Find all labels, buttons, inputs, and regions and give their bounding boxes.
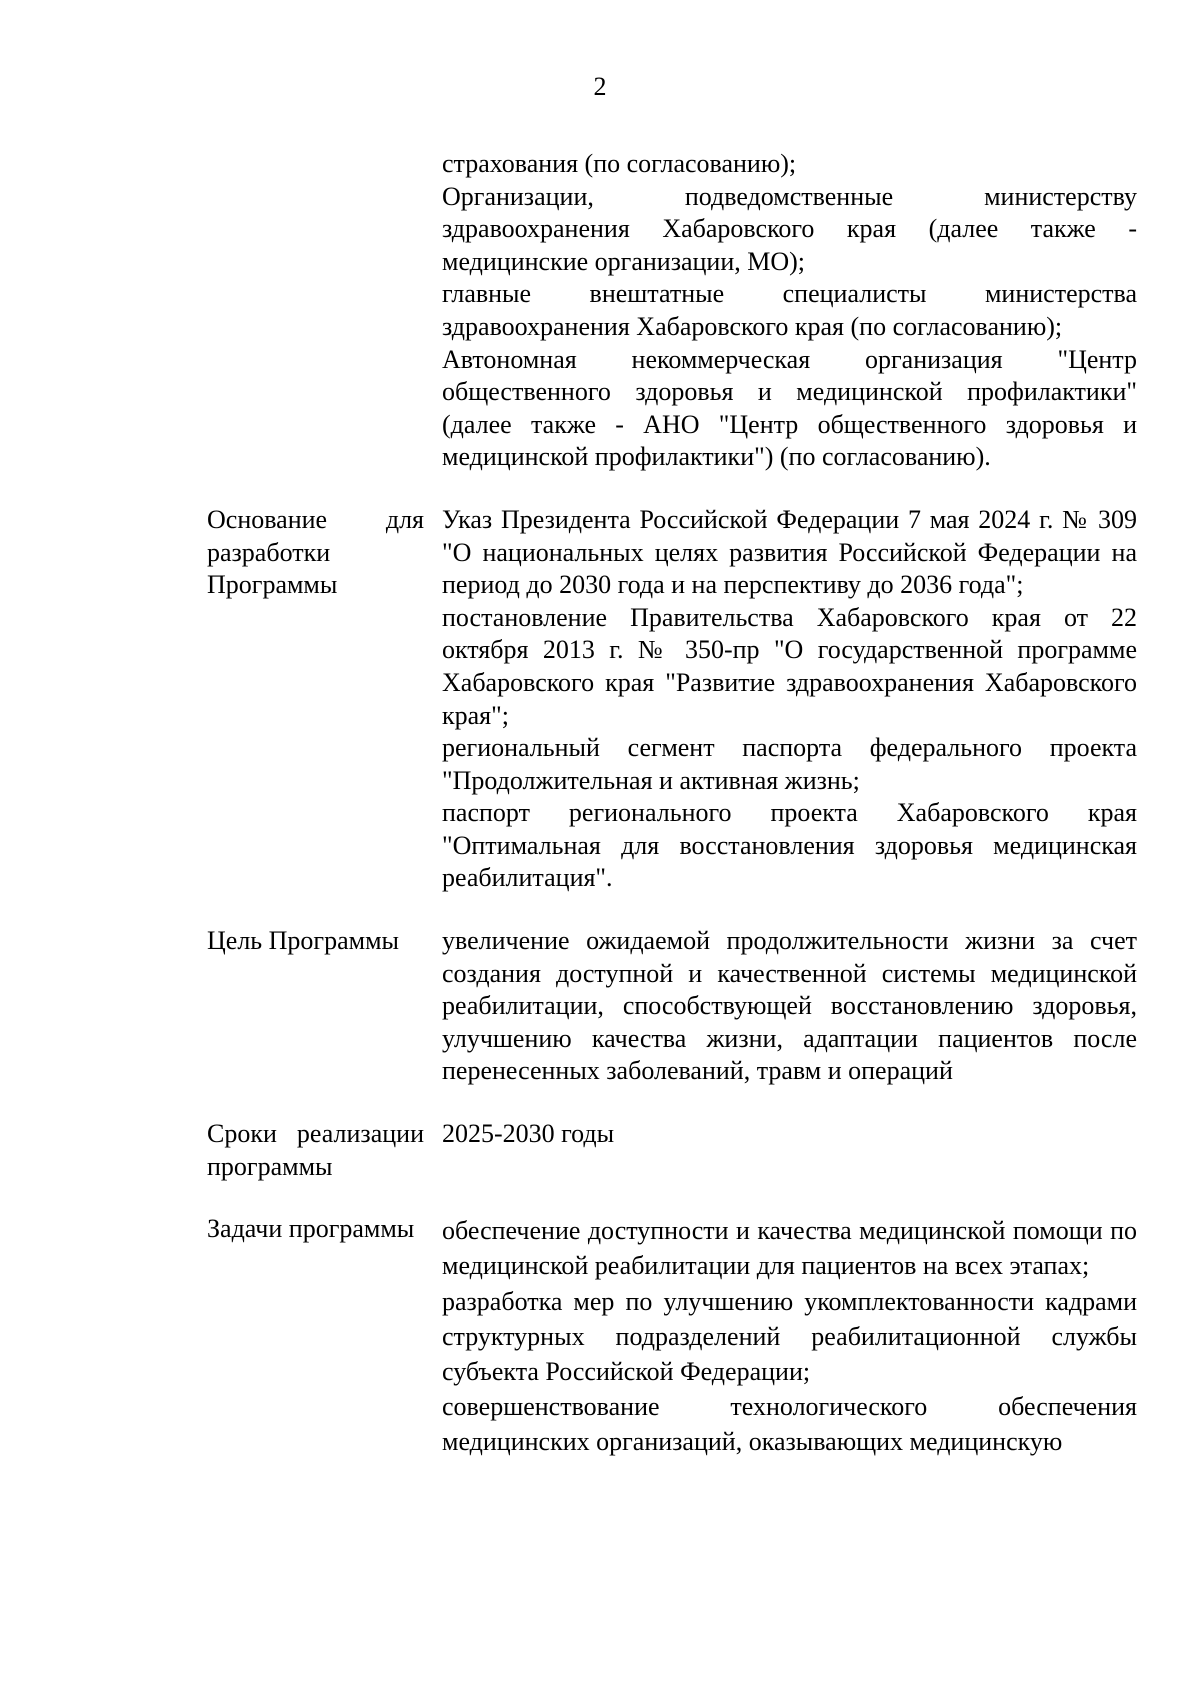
row-value bbox=[442, 148, 1137, 474]
passport-table bbox=[207, 148, 1137, 1490]
page-number: 2 bbox=[593, 72, 607, 101]
table-row-terms bbox=[207, 1118, 1137, 1183]
row-value bbox=[442, 1213, 1137, 1459]
row-value bbox=[442, 925, 1137, 1088]
paragraph: увеличение ожидаемой продолжительности жизни за счет создания доступной и качественной системы медицинской реабилитации, способствующей восстановлению здоровья, улучшению качества жизни, адаптации пациентов после перенесенных заболеваний, травм и операций bbox=[442, 926, 1137, 1086]
table-row-participants bbox=[207, 148, 1137, 474]
table-row-basis bbox=[207, 504, 1137, 895]
paragraph: паспорт регионального проекта Хабаровского края "Оптимальная для восстановления здоровья медицинская реабилитация". bbox=[442, 798, 1137, 893]
paragraph: совершенствование технологического обеспечения медицинских организаций, оказывающих медицинскую bbox=[442, 1392, 1137, 1457]
paragraph: 2025-2030 годы bbox=[442, 1119, 615, 1149]
paragraph: Автономная некоммерческая организация "Центр общественного здоровья и медицинской профилактики" (далее также - АНО "Центр общественного здоровья и медицинской профилактики") (по согласованию). bbox=[442, 344, 1137, 472]
table-row-tasks bbox=[207, 1213, 1137, 1459]
paragraph: обеспечение доступности и качества медицинской помощи по медицинской реабилитации для пациентов на всех этапах; bbox=[442, 1216, 1137, 1281]
paragraph: разработка мер по улучшению укомплектованности кадрами структурных подразделений реабилитационной службы субъекта Российской Федерации; bbox=[442, 1286, 1137, 1387]
row-label: Сроки реализации программы bbox=[207, 1119, 424, 1181]
row-value bbox=[442, 504, 1137, 895]
row-value bbox=[442, 1118, 1137, 1151]
paragraph: Указ Президента Российской Федерации 7 мая 2024 г. № 309 "О национальных целях развития Российской Федерации на период до 2030 года и на перспективу до 2036 года"; bbox=[442, 504, 1137, 600]
paragraph: региональный сегмент паспорта федерального проекта "Продолжительная и активная жизнь; bbox=[442, 733, 1137, 795]
paragraph: страхования (по согласованию); bbox=[442, 149, 797, 178]
paragraph: главные внештатные специалисты министерства здравоохранения Хабаровского края (по согласованию); bbox=[442, 279, 1137, 341]
paragraph: Организации, подведомственные министерству здравоохранения Хабаровского края (далее также - медицинские организации, МО); bbox=[442, 181, 1137, 276]
row-label: Задачи программы bbox=[207, 1214, 415, 1244]
table-row-goal bbox=[207, 925, 1137, 1088]
row-label: Цель Программы bbox=[207, 926, 400, 956]
row-label: Основание для разработки Программы bbox=[207, 504, 424, 600]
paragraph: постановление Правительства Хабаровского края от 22 октября 2013 г. № 350-пр "О государственной программе Хабаровского края "Развитие здравоохранения Хабаровского края"; bbox=[442, 602, 1137, 730]
